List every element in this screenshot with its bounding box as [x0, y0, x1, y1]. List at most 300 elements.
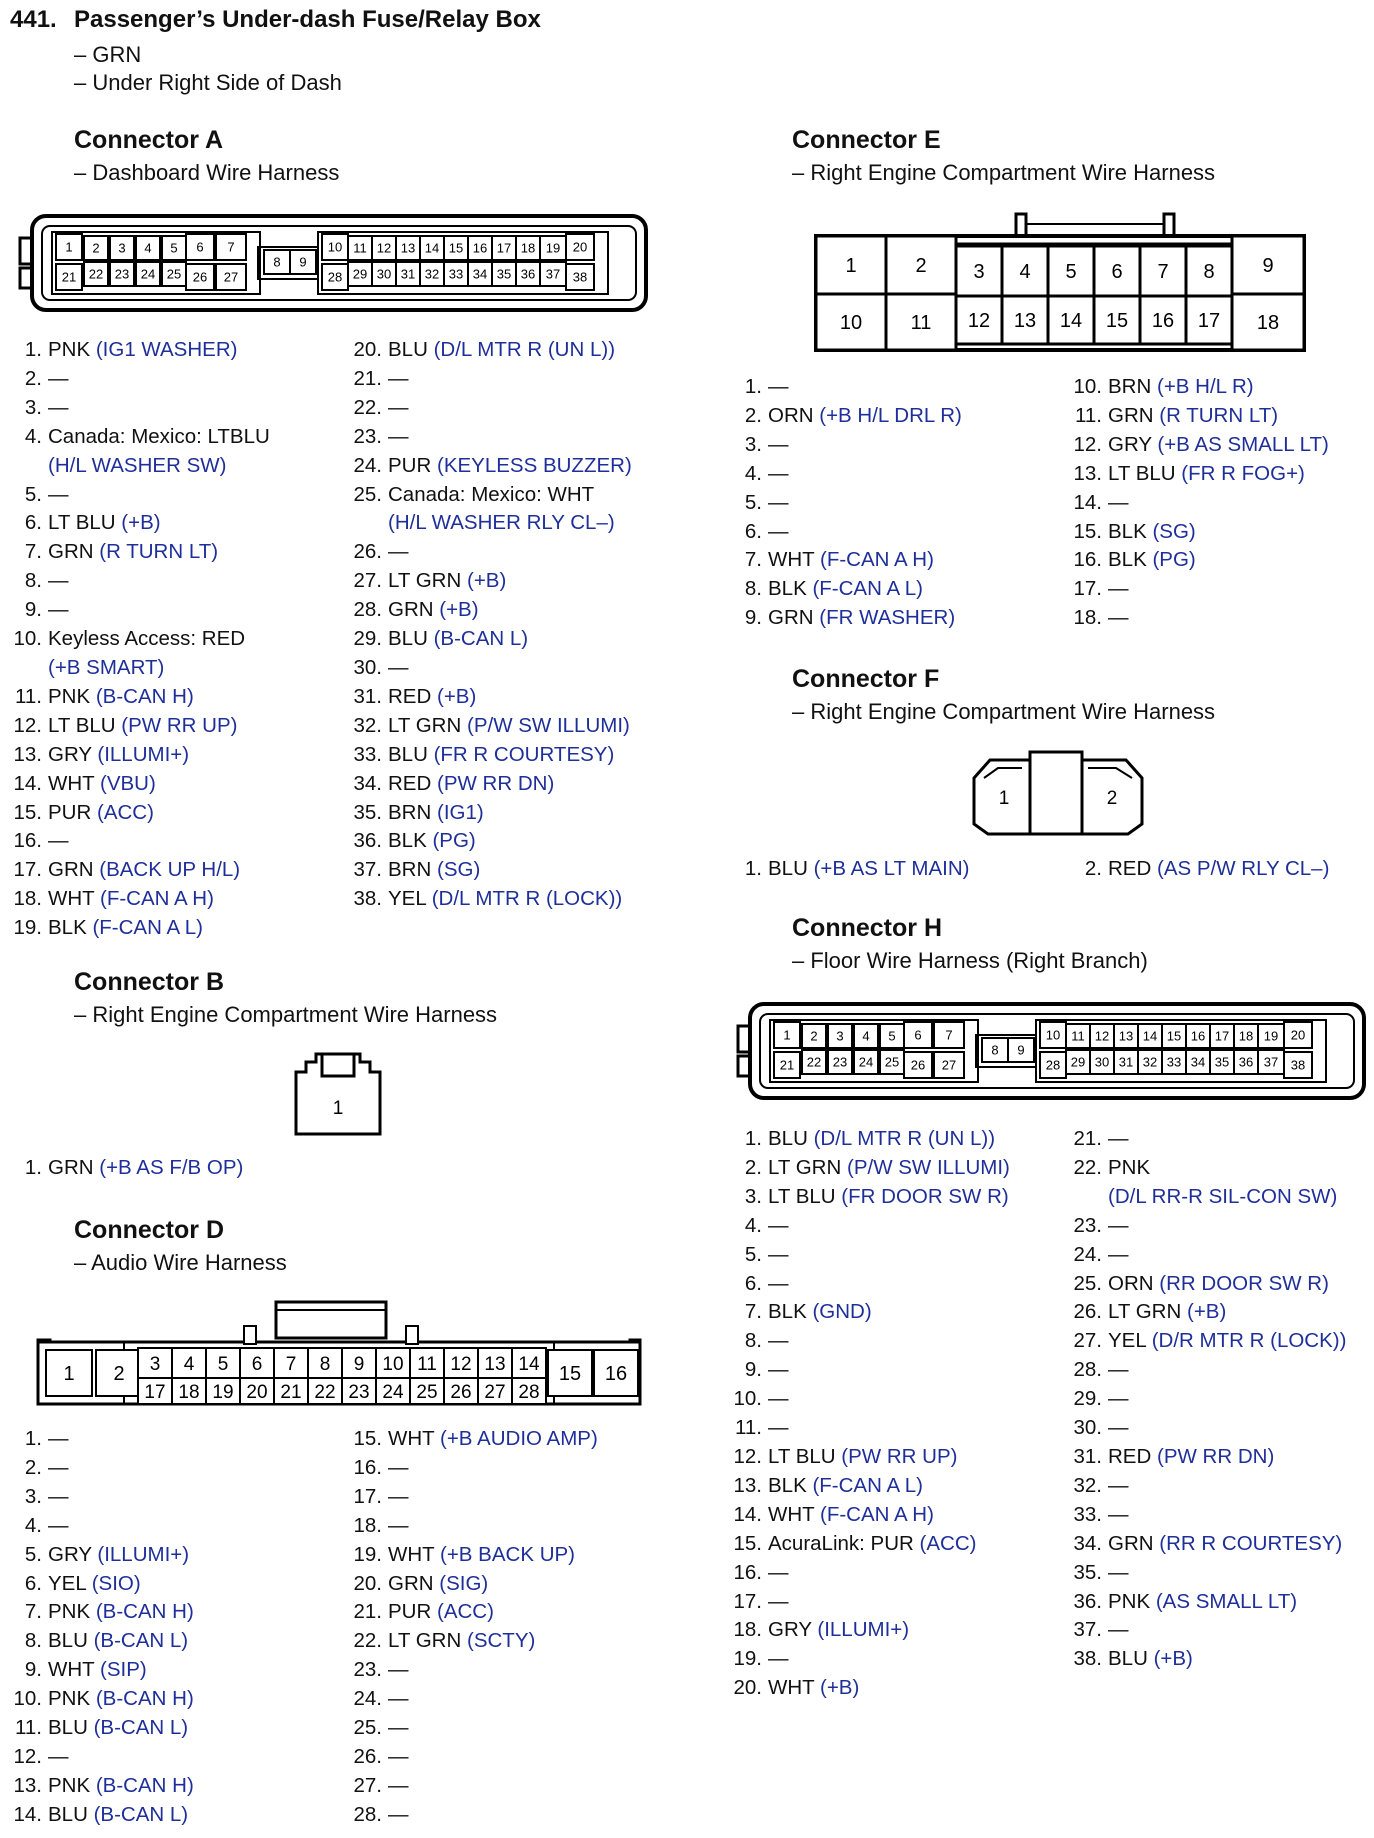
circuit-function: (B-CAN H) [90, 1773, 194, 1797]
pin-description [42, 1541, 189, 1570]
wire-color: PNK [48, 338, 91, 361]
wire-color: WHT [48, 887, 95, 911]
pin-number: 16. [733, 1560, 762, 1584]
pin-row [344, 1656, 598, 1685]
wire-color: GRN [48, 540, 94, 564]
pin-label: 21 [280, 1381, 302, 1403]
pin-description [42, 1454, 69, 1483]
pin-number: 10. [13, 627, 42, 651]
pin-row [4, 596, 270, 625]
pin-label: 7 [285, 1353, 297, 1375]
wire-color: — [768, 1647, 789, 1671]
pin-row [4, 567, 270, 596]
wire-color: YEL [1108, 1329, 1146, 1353]
pin-label: 26 [192, 269, 208, 285]
connector-d-pin-list-left [4, 1425, 194, 1830]
pin-label: 12 [376, 240, 392, 256]
pin-description [42, 827, 69, 856]
pin-label: 6 [251, 1353, 263, 1375]
pin-description [1102, 604, 1129, 633]
pin-row [714, 1616, 1010, 1645]
pin-row [344, 1772, 598, 1801]
pin-number: 18. [733, 1618, 762, 1642]
connector-f-harness: – Right Engine Compartment Wire Harness [792, 699, 1216, 724]
circuit-function: (IG1 WASHER) [90, 338, 238, 361]
wire-color: — [768, 1589, 789, 1613]
pin-label: 9 [299, 254, 307, 270]
connector-a-pin-list-left [4, 336, 270, 943]
pin-label: 7 [945, 1027, 953, 1043]
pin-number: 26. [353, 1744, 382, 1768]
pin-row [1064, 1241, 1346, 1270]
circuit-function: (D/L RR-R SIL-CON SW) [1108, 1184, 1338, 1208]
pin-row [344, 1512, 598, 1541]
wire-color: Canada: Mexico: LTBLU [48, 424, 270, 448]
pin-row [344, 1743, 598, 1772]
circuit-function: (F-CAN A L) [806, 1473, 923, 1497]
pin-description [382, 336, 615, 365]
circuit-function: (F-CAN A L) [86, 916, 203, 940]
pin-description [42, 1685, 194, 1714]
pin-description [382, 1483, 409, 1512]
pin-description [1102, 1501, 1129, 1530]
pin-description [382, 567, 506, 596]
pin-label: 7 [1157, 261, 1169, 284]
circuit-function: (PG) [426, 829, 476, 853]
pin-label: 27 [941, 1057, 957, 1073]
pin-label: 27 [223, 269, 239, 285]
pin-description [42, 1598, 194, 1627]
pin-row [714, 1530, 1010, 1559]
pin-description [42, 1154, 243, 1183]
circuit-function: (ACC) [431, 1600, 494, 1624]
pin-row [1064, 604, 1329, 633]
pin-label: 9 [1262, 255, 1274, 278]
wire-color: — [48, 1484, 69, 1508]
pin-number: 21. [353, 1600, 382, 1624]
pin-description [762, 1443, 957, 1472]
circuit-function: (+B AS F/B OP) [93, 1156, 244, 1179]
pin-label: 3 [836, 1028, 844, 1044]
circuit-function: (+B BACK UP) [434, 1542, 575, 1566]
pin-number: 30. [1073, 1416, 1102, 1440]
circuit-function: (ILLUMI+) [91, 1542, 190, 1566]
pin-description [42, 394, 69, 423]
pin-description [1102, 460, 1305, 489]
pin-number: 14. [1073, 490, 1102, 514]
circuit-function: (F-CAN A H) [814, 1502, 934, 1526]
wire-color: — [768, 1416, 789, 1440]
pin-number: 27. [353, 569, 382, 593]
pin-number: 13. [1073, 461, 1102, 485]
pin-number: 1. [24, 1156, 42, 1179]
pin-label: 2 [810, 1028, 818, 1044]
connector-h-pin-list-right [1064, 1125, 1346, 1674]
circuit-function: (SIO) [86, 1571, 141, 1595]
pin-row [714, 1588, 1010, 1617]
pin-number: 15. [733, 1531, 762, 1555]
wire-color: — [388, 1744, 409, 1768]
pin-number: 4. [744, 1213, 762, 1237]
pin-description [42, 914, 203, 943]
pin-label: 19 [545, 240, 561, 256]
pin-label: 24 [858, 1054, 874, 1070]
wire-color: BLU [48, 1802, 88, 1826]
pin-number: 5. [24, 1542, 42, 1566]
pin-description [762, 489, 789, 518]
pin-row [1064, 518, 1329, 547]
wire-color: — [388, 424, 409, 448]
pin-row [344, 1627, 598, 1656]
wire-color: LT BLU [768, 1444, 836, 1468]
pin-description [382, 1598, 494, 1627]
wire-color: — [768, 490, 789, 514]
wire-color: BLK [388, 829, 427, 853]
wire-color: YEL [48, 1571, 86, 1595]
pin-label: 19 [212, 1381, 234, 1403]
pin-label: 33 [448, 266, 464, 282]
pin-number: 17. [1073, 577, 1102, 601]
pin-number: 21. [353, 366, 382, 390]
pin-row [724, 489, 962, 518]
pin-label: 16 [1151, 310, 1175, 333]
pin-row [714, 1443, 1010, 1472]
pin-number: 6. [24, 1571, 42, 1595]
wire-color: — [1108, 1213, 1129, 1237]
circuit-function: (RR R COURTESY) [1153, 1531, 1343, 1555]
pin-description [1102, 1356, 1129, 1385]
pin-number: 11. [735, 1416, 762, 1440]
pin-number: 4. [24, 1513, 42, 1537]
pin-row [344, 827, 632, 856]
pin-row [1064, 373, 1329, 402]
pin-row [724, 431, 962, 460]
wire-color: LT BLU [1108, 461, 1176, 485]
pin-description [762, 1212, 789, 1241]
pin-label: 31 [1118, 1054, 1134, 1070]
pin-row [4, 712, 270, 741]
pin-description [382, 1801, 409, 1830]
pin-number: 16. [13, 829, 42, 853]
pin-number: 14. [13, 771, 42, 795]
circuit-function: (AS P/W RLY CL–) [1151, 857, 1330, 880]
pin-row [4, 625, 270, 683]
pin-label: 16 [1190, 1028, 1206, 1044]
wire-color: — [1108, 1618, 1129, 1642]
pin-description [382, 741, 614, 770]
pin-number: 1. [744, 1127, 762, 1150]
pin-number: 25. [1073, 1271, 1102, 1295]
pin-description [42, 423, 270, 481]
pin-row [4, 538, 270, 567]
connector-outline [322, 1054, 354, 1076]
pin-row [4, 509, 270, 538]
connector-a-title: Connector A [74, 126, 224, 154]
pin-number: 24. [353, 453, 382, 477]
pin-description [382, 1454, 409, 1483]
pin-label: 1 [332, 1098, 344, 1119]
pin-description [42, 712, 237, 741]
pin-number: 10. [733, 1387, 762, 1411]
pin-description [42, 683, 194, 712]
pin-description [382, 856, 480, 885]
pin-row [724, 460, 962, 489]
pin-row [724, 518, 962, 547]
pin-label: 15 [558, 1363, 582, 1386]
connector-f-pin-list-left [724, 855, 969, 884]
wire-color: BLU [1108, 1647, 1148, 1671]
wire-color: BLK [1108, 519, 1147, 543]
wire-color: — [388, 1455, 409, 1479]
pin-row [344, 1714, 598, 1743]
pin-description [1102, 1588, 1297, 1617]
wire-color: — [48, 829, 69, 853]
connector-outline [276, 1302, 386, 1338]
pin-row [1064, 1212, 1346, 1241]
wire-color: — [388, 655, 409, 679]
pin-number: 16. [353, 1455, 382, 1479]
wire-color: PNK [1108, 1155, 1151, 1179]
wire-color: — [768, 1271, 789, 1295]
pin-row [714, 1212, 1010, 1241]
pin-number: 10. [13, 1687, 42, 1711]
pin-description [382, 596, 479, 625]
pin-number: 15. [1073, 519, 1102, 543]
pin-number: 14. [13, 1802, 42, 1826]
wire-color: LT BLU [768, 1184, 836, 1208]
pin-row [4, 856, 270, 885]
pin-label: 21 [779, 1057, 795, 1073]
wire-color: BLK [768, 1300, 807, 1324]
wire-color: BLU [768, 1127, 808, 1150]
wire-color: Keyless Access: RED [48, 627, 246, 651]
circuit-function: (ILLUMI+) [91, 742, 190, 766]
wire-color: PNK [1108, 1589, 1151, 1613]
pin-description [382, 1656, 409, 1685]
pin-description [1102, 1616, 1129, 1645]
pin-description [762, 460, 789, 489]
pin-description [42, 567, 69, 596]
pin-label: 6 [196, 239, 204, 255]
pin-row [724, 546, 962, 575]
pin-row [1064, 1645, 1346, 1674]
pin-number: 32. [1073, 1473, 1102, 1497]
wire-color: — [388, 1773, 409, 1797]
pin-number: 35. [353, 800, 382, 824]
wire-color: GRN [1108, 1531, 1154, 1555]
pin-description [382, 1772, 409, 1801]
pin-row [4, 336, 270, 365]
wire-color: — [768, 461, 789, 485]
pin-number: 12. [733, 1444, 762, 1468]
wire-color: RED [388, 684, 432, 708]
wire-color: ORN [768, 403, 814, 427]
pin-description [382, 1714, 409, 1743]
pin-row [344, 452, 632, 481]
pin-label: 14 [518, 1353, 540, 1375]
pin-label: 33 [1166, 1054, 1182, 1070]
pin-description [762, 1125, 995, 1154]
pin-description [762, 1530, 976, 1559]
circuit-function: (H/L WASHER SW) [48, 453, 227, 477]
wire-color: PNK [48, 1773, 91, 1797]
pin-description [42, 538, 218, 567]
pin-label: 7 [227, 239, 235, 255]
pin-row [714, 1327, 1010, 1356]
pin-row [714, 1414, 1010, 1443]
wire-color: GRN [388, 598, 434, 622]
pin-number: 20. [353, 338, 382, 361]
pin-label: 36 [520, 266, 536, 282]
wire-color: GRY [1108, 432, 1152, 456]
pin-label: 16 [604, 1363, 628, 1386]
pin-label: 13 [1118, 1028, 1134, 1044]
pin-description [42, 336, 237, 365]
pin-description [42, 625, 245, 683]
pin-description [1102, 489, 1129, 518]
pin-description [762, 373, 789, 402]
pin-label: 23 [348, 1381, 370, 1403]
pin-row [4, 1772, 194, 1801]
pin-description [1102, 1414, 1129, 1443]
connector-h-harness: – Floor Wire Harness (Right Branch) [792, 948, 1148, 973]
circuit-function: (D/R MTR R (LOCK)) [1146, 1329, 1347, 1353]
pin-number: 3. [24, 395, 42, 419]
wire-color: BLK [768, 1473, 807, 1497]
pin-row [714, 1298, 1010, 1327]
pin-number: 6. [24, 511, 42, 535]
pin-label: 17 [144, 1381, 166, 1403]
circuit-function: (SIG) [433, 1571, 489, 1595]
connector-outline [406, 1326, 418, 1344]
pin-description [382, 394, 409, 423]
wire-color: — [768, 1358, 789, 1382]
pin-description [1102, 402, 1278, 431]
pin-row [714, 1183, 1010, 1212]
pin-number: 2. [1084, 857, 1102, 880]
wire-color: BLU [768, 857, 808, 880]
connector-f-diagram [970, 748, 1146, 838]
circuit-function: (B-CAN H) [90, 1600, 194, 1624]
pin-label: 1 [63, 1363, 75, 1386]
pin-number: 22. [353, 1629, 382, 1653]
wire-color: LT GRN [388, 713, 462, 737]
wire-color: — [48, 569, 69, 593]
pin-description [42, 596, 69, 625]
pin-description [42, 1483, 69, 1512]
wire-color: — [48, 1744, 69, 1768]
pin-row [1064, 489, 1329, 518]
pin-row [1064, 1443, 1346, 1472]
pin-description [42, 1512, 69, 1541]
pin-number: 12. [13, 713, 42, 737]
pin-row [344, 770, 632, 799]
pin-row [724, 575, 962, 604]
pin-description [762, 855, 969, 884]
pin-row [724, 855, 969, 884]
pin-number: 1. [24, 338, 42, 361]
circuit-function: (+B) [1147, 1647, 1193, 1671]
pin-description [1102, 1125, 1129, 1154]
pin-row [4, 1714, 194, 1743]
pin-number: 12. [1073, 432, 1102, 456]
pin-row [1064, 1270, 1346, 1299]
pin-row [4, 1425, 194, 1454]
wire-color: BLU [48, 1716, 88, 1740]
connector-b-pin-list [4, 1154, 243, 1183]
pin-number: 17. [13, 858, 42, 882]
pin-number: 36. [353, 829, 382, 853]
pin-label: 3 [118, 240, 126, 256]
wire-color: WHT [388, 1427, 435, 1450]
circuit-function: (D/L MTR R (LOCK)) [426, 887, 623, 911]
wire-color: — [388, 1716, 409, 1740]
pin-label: 25 [416, 1381, 438, 1403]
pin-description [382, 481, 615, 539]
pin-row [4, 1685, 194, 1714]
wire-color: — [1108, 1560, 1129, 1584]
pin-description [1102, 1212, 1129, 1241]
wire-color: — [1108, 1358, 1129, 1382]
pin-number: 7. [24, 540, 42, 564]
pin-row [4, 1512, 194, 1541]
pin-label: 32 [424, 266, 440, 282]
wire-color: — [388, 1802, 409, 1826]
pin-label: 10 [839, 312, 863, 335]
pin-label: 23 [114, 266, 130, 282]
pin-number: 7. [24, 1600, 42, 1624]
box-location-line: – Under Right Side of Dash [74, 70, 342, 95]
pin-number: 19. [13, 916, 42, 940]
connector-f-title: Connector F [792, 665, 940, 693]
pin-label: 10 [382, 1353, 404, 1375]
pin-description [42, 885, 214, 914]
pin-number: 34. [1073, 1531, 1102, 1555]
pin-label: 32 [1142, 1054, 1158, 1070]
pin-number: 4. [24, 424, 42, 448]
pin-label: 38 [572, 269, 588, 285]
pin-label: 20 [572, 239, 588, 255]
wire-color: — [768, 519, 789, 543]
pin-description [1102, 518, 1196, 547]
circuit-function: (+B H/L DRL R) [813, 403, 962, 427]
connector-h-diagram [736, 1000, 1372, 1102]
pin-description [762, 402, 962, 431]
circuit-function: (H/L WASHER RLY CL–) [388, 511, 615, 535]
pin-number: 29. [1073, 1387, 1102, 1411]
pin-row [344, 799, 632, 828]
pin-description [762, 1270, 789, 1299]
circuit-function: (+B SMART) [48, 655, 165, 679]
circuit-function: (PW RR UP) [835, 1444, 958, 1468]
pin-number: 13. [13, 742, 42, 766]
pin-label: 4 [144, 240, 152, 256]
connector-b-title: Connector B [74, 968, 224, 996]
wire-color: GRY [768, 1618, 812, 1642]
circuit-function: (FR R FOG+) [1175, 461, 1305, 485]
pin-number: 23. [353, 1658, 382, 1682]
pin-description [762, 1327, 789, 1356]
pin-description [762, 1183, 1009, 1212]
pin-description [42, 509, 161, 538]
pin-row [1064, 460, 1329, 489]
wire-color: YEL [388, 887, 426, 911]
wire-color: RED [388, 771, 432, 795]
pin-description [1102, 1645, 1193, 1674]
wire-color: — [388, 395, 409, 419]
pin-number: 33. [1073, 1502, 1102, 1526]
pin-number: 11. [1075, 403, 1102, 427]
